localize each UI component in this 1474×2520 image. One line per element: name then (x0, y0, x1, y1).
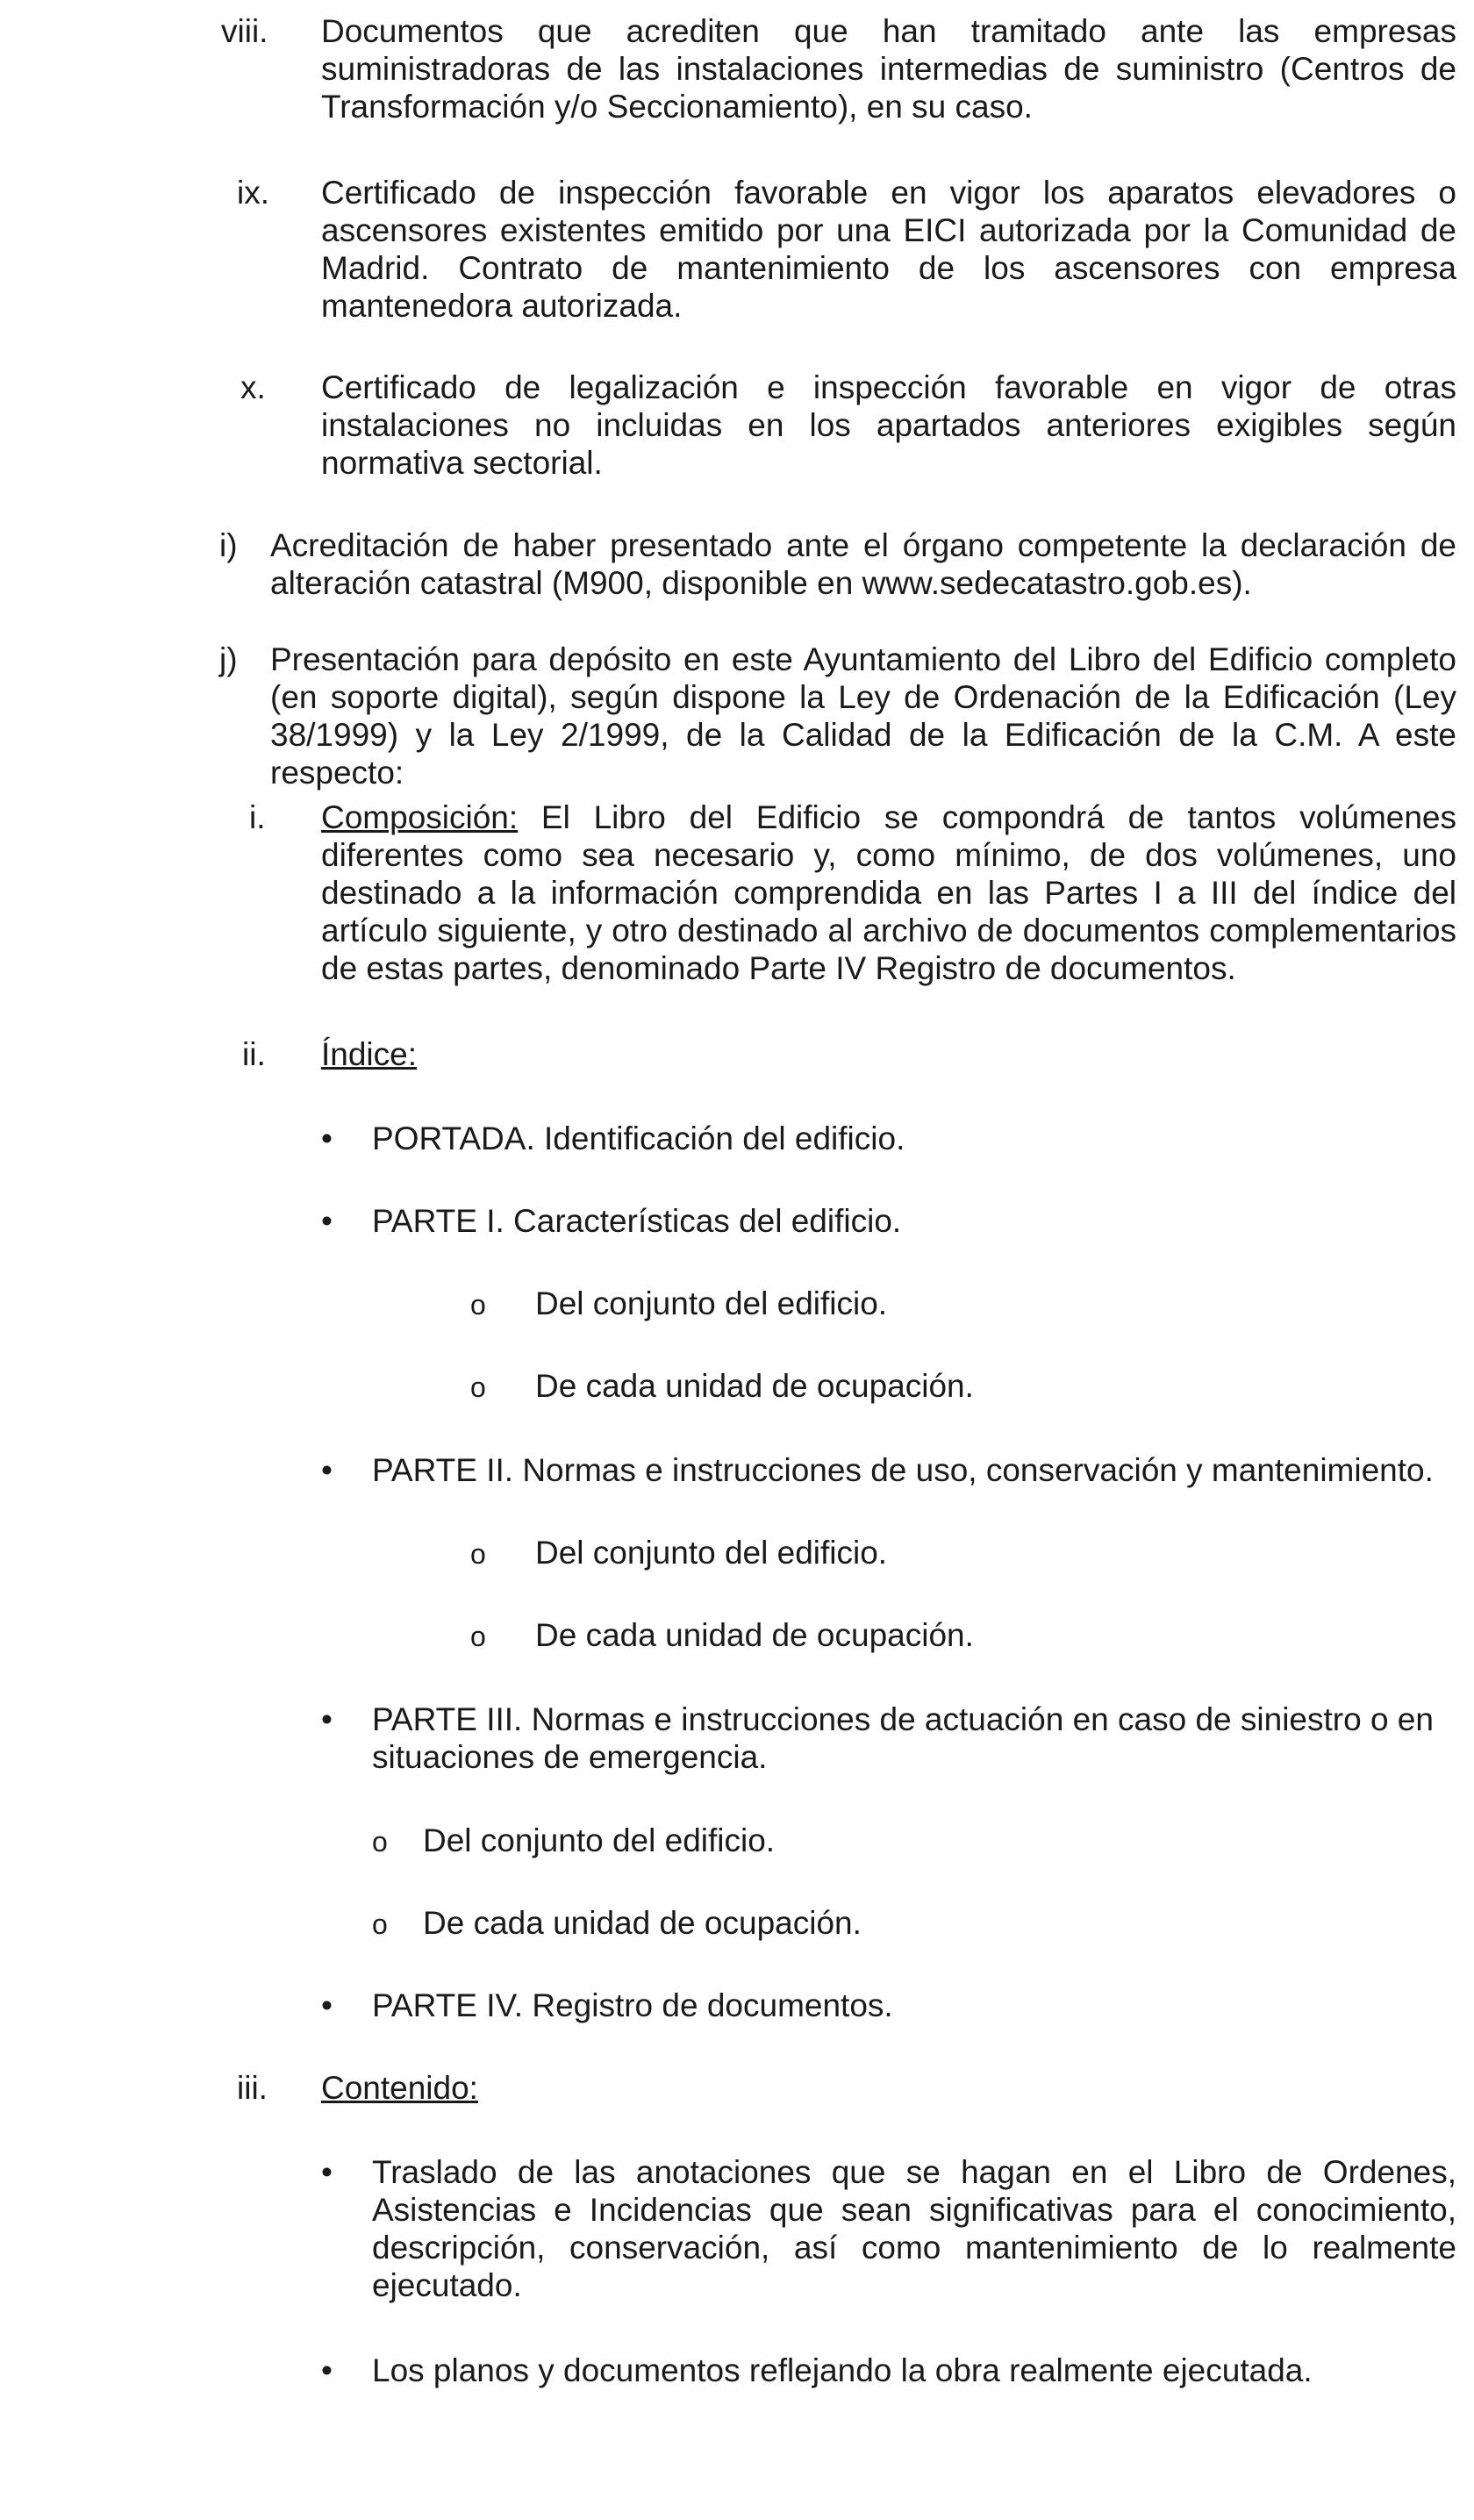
indice-parte2: PARTE II. Normas e instrucciones de uso, conservación y mantenimiento. (372, 1452, 1434, 1488)
bullet-icon: • (321, 1120, 333, 1156)
item-label-x: x. (240, 369, 266, 405)
indice-parte4: PARTE IV. Registro de documentos. (372, 1987, 893, 2023)
indice-parte3-unidad: De cada unidad de ocupación. (423, 1905, 862, 1941)
bullet-icon: • (321, 2352, 333, 2388)
circle-bullet-icon: o (470, 1621, 486, 1652)
heading-contenido: Contenido: (321, 2070, 478, 2106)
item-text-x: Certificado de legalización e inspección favorable en vigor de otras instalaciones no incluidas en los apartados anteriores exigibles según normativa sectorial. (321, 369, 1456, 481)
bullet-icon: • (321, 1987, 333, 2023)
letter-text-i: Acreditación de haber presentado ante el órgano competente la declaración de alteración catastral (M900, disponible en www.sedecatastro.gob.es). (270, 527, 1456, 601)
sub-text-i (321, 798, 1456, 987)
circle-bullet-icon: o (470, 1538, 486, 1570)
circle-bullet-icon: o (372, 1908, 388, 1940)
indice-parte3-conjunto: Del conjunto del edificio. (423, 1822, 776, 1858)
indice-parte2-conjunto: Del conjunto del edificio. (535, 1535, 888, 1571)
indice-parte1-conjunto: Del conjunto del edificio. (535, 1285, 888, 1321)
bullet-icon: • (321, 1203, 333, 1239)
circle-bullet-icon: o (470, 1289, 486, 1321)
circle-bullet-icon: o (372, 1826, 388, 1858)
item-text-ix: Certificado de inspección favorable en vigor los aparatos elevadores o ascensores existentes emitido por una EICI autorizada por la Comunidad de Madrid. Contrato de mantenimiento de los ascensores con empresa mantenedora autorizada. (321, 175, 1456, 324)
heading-indice: Índice: (321, 1036, 418, 1072)
bullet-icon: • (321, 1701, 333, 1737)
letter-text-j: Presentación para depósito en este Ayuntamiento del Libro del Edificio completo (en soporte digital), según dispone la Ley de Ordenación de la Edificación (Ley 38/1999) y la Ley 2/1999, de la Calidad de la Edificación de la C.M. A este respecto: (270, 641, 1456, 791)
composicion-body: El Libro del Edificio se compondrá de tantos volúmenes diferentes como sea necesario y, como mínimo, de dos volúmenes, uno destinado a la información comprendida en las Partes I a III del índice del artículo siguiente, y otro destinado al archivo de documentos complementarios de estas partes, denominado Parte IV Registro de documentos. (321, 799, 1456, 986)
heading-composicion: Composición: (321, 799, 519, 835)
item-text-viii: Documentos que acrediten que han tramitado ante las empresas suministradoras de las instalaciones intermedias de suministro (Centros de Transformación y/o Seccionamiento), en su caso. (321, 13, 1456, 125)
letter-label-i: i) (219, 527, 238, 563)
item-label-ix: ix. (237, 175, 269, 211)
circle-bullet-icon: o (470, 1371, 486, 1403)
indice-parte1: PARTE I. Características del edificio. (372, 1203, 902, 1239)
indice-parte2-unidad: De cada unidad de ocupación. (535, 1617, 974, 1653)
sub-label-ii: ii. (242, 1036, 266, 1072)
indice-portada: PORTADA. Identificación del edificio. (372, 1120, 905, 1156)
sub-label-i: i. (249, 799, 266, 835)
indice-parte3: PARTE III. Normas e instrucciones de actuación en caso de siniestro o en situaciones de emergencia. (372, 1701, 1434, 1775)
item-label-viii: viii. (221, 13, 268, 49)
contenido-item-1: Traslado de las anotaciones que se hagan en el Libro de Ordenes, Asistencias e Incidencias que sean significativas para el conocimiento, descripción, conservación, así como mantenimiento de lo realmente ejecutado. (372, 2154, 1456, 2303)
contenido-item-2: Los planos y documentos reflejando la obra realmente ejecutada. (372, 2352, 1313, 2388)
bullet-icon: • (321, 1452, 333, 1488)
letter-label-j: j) (219, 641, 238, 677)
sub-label-iii: iii. (237, 2070, 268, 2106)
bullet-icon: • (321, 2154, 333, 2190)
indice-parte1-unidad: De cada unidad de ocupación. (535, 1368, 974, 1404)
